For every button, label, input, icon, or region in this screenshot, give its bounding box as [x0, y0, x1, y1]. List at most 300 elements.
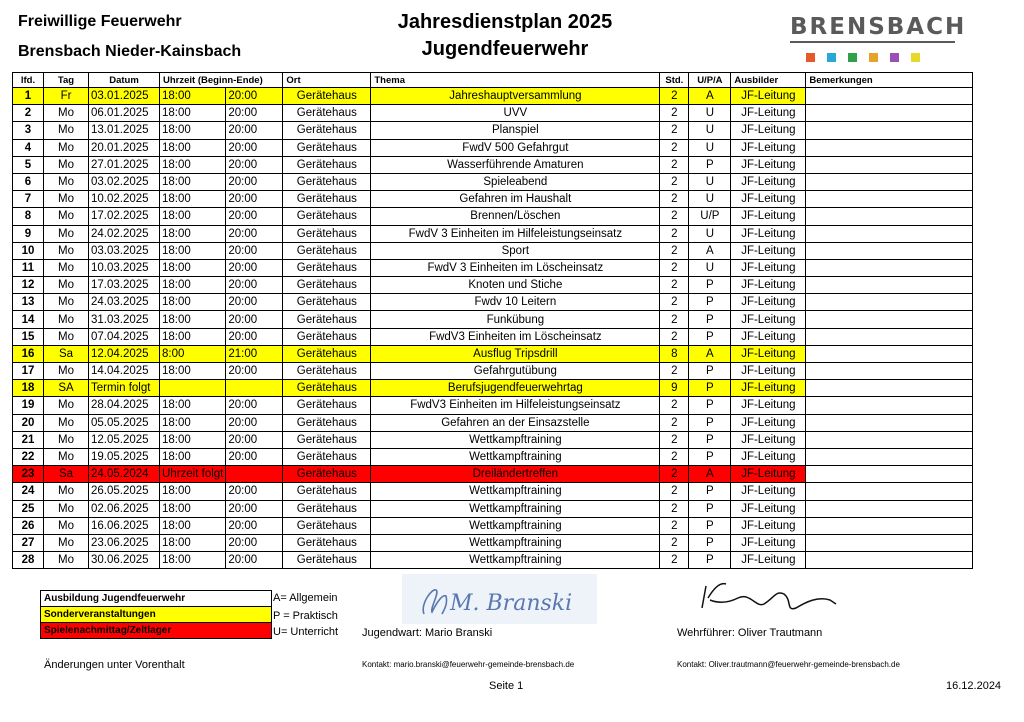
table-row [13, 397, 973, 414]
row-end-time: 20:00 [226, 517, 283, 534]
row-number: 26 [13, 517, 44, 534]
row-instructor: JF-Leitung [731, 500, 806, 517]
row-date: 03.01.2025 [89, 88, 160, 105]
row-instructor: JF-Leitung [731, 156, 806, 173]
row-location: Gerätehaus [283, 328, 371, 345]
row-instructor: JF-Leitung [731, 277, 806, 294]
row-start-time [160, 380, 226, 397]
table-row [13, 208, 973, 225]
row-remarks [806, 225, 973, 242]
row-end-time: 20:00 [226, 225, 283, 242]
row-start-time: 18:00 [160, 277, 226, 294]
logo-text: BRENSBACH [790, 14, 967, 40]
row-type: P [689, 552, 731, 569]
row-remarks [806, 517, 973, 534]
row-number: 11 [13, 259, 44, 276]
row-hours: 2 [660, 277, 689, 294]
org-name-line2: Brensbach Nieder-Kainsbach [18, 43, 242, 60]
doc-title: Jahresdienstplan 2025 [397, 11, 613, 33]
table-row [13, 552, 973, 569]
table-row [13, 500, 973, 517]
table-row [13, 294, 973, 311]
row-end-time: 20:00 [226, 88, 283, 105]
brensbach-logo [790, 14, 967, 67]
row-type: U [689, 139, 731, 156]
row-location: Gerätehaus [283, 225, 371, 242]
row-end-time: 20:00 [226, 431, 283, 448]
row-start-time: 18:00 [160, 122, 226, 139]
row-start-time: 18:00 [160, 414, 226, 431]
legend-code-p: P = Praktisch [273, 610, 338, 622]
row-number: 7 [13, 191, 44, 208]
row-date: 05.05.2025 [89, 414, 160, 431]
signature-image-trautmann [690, 578, 890, 618]
row-start-time: 18:00 [160, 139, 226, 156]
row-topic: Sport [371, 242, 660, 259]
table-row [13, 259, 973, 276]
row-number: 22 [13, 448, 44, 465]
row-date: 30.06.2025 [89, 552, 160, 569]
row-hours: 2 [660, 414, 689, 431]
row-number: 28 [13, 552, 44, 569]
row-topic: Gefahren an der Einsazstelle [371, 414, 660, 431]
row-instructor: JF-Leitung [731, 294, 806, 311]
row-instructor: JF-Leitung [731, 208, 806, 225]
row-remarks [806, 277, 973, 294]
row-date: 06.01.2025 [89, 105, 160, 122]
row-number: 15 [13, 328, 44, 345]
row-hours: 2 [660, 156, 689, 173]
row-hours: 2 [660, 328, 689, 345]
row-day: Mo [44, 105, 89, 122]
table-row [13, 534, 973, 551]
row-number: 23 [13, 466, 44, 483]
row-date: 16.06.2025 [89, 517, 160, 534]
row-start-time: 18:00 [160, 500, 226, 517]
row-end-time: 21:00 [226, 345, 283, 362]
row-hours: 9 [660, 380, 689, 397]
row-date: 12.05.2025 [89, 431, 160, 448]
row-day: Mo [44, 448, 89, 465]
row-day: Mo [44, 483, 89, 500]
row-number: 13 [13, 294, 44, 311]
row-end-time: 20:00 [226, 363, 283, 380]
row-remarks [806, 311, 973, 328]
row-instructor: JF-Leitung [731, 414, 806, 431]
row-date: 10.03.2025 [89, 259, 160, 276]
row-topic: FwdV3 Einheiten im Löscheinsatz [371, 328, 660, 345]
row-remarks [806, 105, 973, 122]
row-type: P [689, 380, 731, 397]
row-topic: Brennen/Löschen [371, 208, 660, 225]
row-type: P [689, 328, 731, 345]
table-row [13, 345, 973, 362]
disclaimer-note: Änderungen unter Vorenthalt [44, 659, 185, 671]
table-row [13, 225, 973, 242]
row-start-time: 18:00 [160, 173, 226, 190]
row-date: 13.01.2025 [89, 122, 160, 139]
row-location: Gerätehaus [283, 466, 371, 483]
row-hours: 2 [660, 191, 689, 208]
row-day: Mo [44, 294, 89, 311]
row-hours: 2 [660, 517, 689, 534]
row-day: Mo [44, 242, 89, 259]
row-remarks [806, 191, 973, 208]
row-remarks [806, 414, 973, 431]
row-number: 12 [13, 277, 44, 294]
row-day: Mo [44, 173, 89, 190]
row-hours: 2 [660, 225, 689, 242]
row-remarks [806, 483, 973, 500]
row-number: 1 [13, 88, 44, 105]
row-number: 4 [13, 139, 44, 156]
row-remarks [806, 242, 973, 259]
row-end-time: 20:00 [226, 294, 283, 311]
row-hours: 2 [660, 88, 689, 105]
row-remarks [806, 448, 973, 465]
contact-branski: Kontakt: mario.branski@feuerwehr-gemeinde-brensbach.de [362, 660, 575, 669]
row-start-time: 18:00 [160, 88, 226, 105]
table-row [13, 517, 973, 534]
row-remarks [806, 431, 973, 448]
row-start-time: 18:00 [160, 105, 226, 122]
row-location: Gerätehaus [283, 208, 371, 225]
row-end-time [226, 380, 283, 397]
row-type: U [689, 105, 731, 122]
row-topic: Wettkampftraining [371, 431, 660, 448]
row-hours: 2 [660, 552, 689, 569]
row-day: Mo [44, 277, 89, 294]
row-start-time: 18:00 [160, 208, 226, 225]
row-day: Mo [44, 259, 89, 276]
row-location: Gerätehaus [283, 88, 371, 105]
row-start-time: 18:00 [160, 156, 226, 173]
row-location: Gerätehaus [283, 414, 371, 431]
col-header-datum: Datum [89, 73, 160, 88]
table-row [13, 431, 973, 448]
row-type: P [689, 448, 731, 465]
row-start-time: 18:00 [160, 259, 226, 276]
table-row [13, 311, 973, 328]
row-remarks [806, 139, 973, 156]
row-day: Mo [44, 552, 89, 569]
row-type: P [689, 311, 731, 328]
jugendwart-label: Jugendwart: Mario Branski [362, 627, 493, 639]
row-hours: 2 [660, 208, 689, 225]
row-location: Gerätehaus [283, 139, 371, 156]
row-start-time: 18:00 [160, 191, 226, 208]
row-day: Mo [44, 139, 89, 156]
row-end-time: 20:00 [226, 534, 283, 551]
row-number: 17 [13, 363, 44, 380]
row-location: Gerätehaus [283, 311, 371, 328]
row-date: 03.03.2025 [89, 242, 160, 259]
row-hours: 8 [660, 345, 689, 362]
row-hours: 2 [660, 242, 689, 259]
row-date: 24.03.2025 [89, 294, 160, 311]
row-location: Gerätehaus [283, 363, 371, 380]
row-remarks [806, 466, 973, 483]
row-end-time: 20:00 [226, 173, 283, 190]
col-header-tag: Tag [44, 73, 89, 88]
row-location: Gerätehaus [283, 277, 371, 294]
row-number: 9 [13, 225, 44, 242]
row-location: Gerätehaus [283, 552, 371, 569]
row-start-time: 18:00 [160, 517, 226, 534]
row-hours: 2 [660, 294, 689, 311]
row-instructor: JF-Leitung [731, 552, 806, 569]
row-hours: 2 [660, 122, 689, 139]
row-day: Mo [44, 534, 89, 551]
row-day: Mo [44, 225, 89, 242]
row-date: 17.02.2025 [89, 208, 160, 225]
row-start-time: 18:00 [160, 397, 226, 414]
row-topic: Knoten und Stiche [371, 277, 660, 294]
row-day: Mo [44, 414, 89, 431]
row-day: Mo [44, 431, 89, 448]
col-header-uhrzeit: Uhrzeit (Beginn-Ende) [160, 73, 283, 88]
table-row [13, 363, 973, 380]
row-instructor: JF-Leitung [731, 242, 806, 259]
row-type: A [689, 242, 731, 259]
row-number: 21 [13, 431, 44, 448]
row-type: P [689, 397, 731, 414]
row-start-time: 18:00 [160, 242, 226, 259]
row-topic: Berufsjugendfeuerwehrtag [371, 380, 660, 397]
row-remarks [806, 173, 973, 190]
row-number: 25 [13, 500, 44, 517]
legend-item-spielenachmittag: Spielenachmittag/Zeltlager [41, 623, 272, 639]
row-instructor: JF-Leitung [731, 191, 806, 208]
row-end-time: 20:00 [226, 208, 283, 225]
row-hours: 2 [660, 139, 689, 156]
row-topic: Spieleabend [371, 173, 660, 190]
row-type: U [689, 173, 731, 190]
row-date: 31.03.2025 [89, 311, 160, 328]
row-number: 5 [13, 156, 44, 173]
row-day: SA [44, 380, 89, 397]
row-type: P [689, 277, 731, 294]
row-start-time: 18:00 [160, 552, 226, 569]
legend-item-sonderveranstaltungen: Sonderveranstaltungen [41, 607, 272, 623]
row-instructor: JF-Leitung [731, 328, 806, 345]
row-end-time: 20:00 [226, 328, 283, 345]
row-end-time: 20:00 [226, 277, 283, 294]
row-remarks [806, 397, 973, 414]
row-date: 24.02.2025 [89, 225, 160, 242]
row-topic: Wettkampftraining [371, 517, 660, 534]
row-end-time: 20:00 [226, 483, 283, 500]
row-hours: 2 [660, 397, 689, 414]
row-date: 20.01.2025 [89, 139, 160, 156]
table-row [13, 483, 973, 500]
logo-squares [806, 49, 960, 67]
schedule-table [12, 72, 973, 569]
table-row [13, 105, 973, 122]
row-end-time: 20:00 [226, 242, 283, 259]
row-type: A [689, 466, 731, 483]
row-number: 19 [13, 397, 44, 414]
wehrfuehrer-label: Wehrführer: Oliver Trautmann [677, 627, 823, 639]
row-day: Fr [44, 88, 89, 105]
row-location: Gerätehaus [283, 500, 371, 517]
row-type: P [689, 500, 731, 517]
row-end-time: 20:00 [226, 414, 283, 431]
row-date: 14.04.2025 [89, 363, 160, 380]
logo-underline [790, 41, 955, 43]
row-topic: Jahreshauptversammlung [371, 88, 660, 105]
row-location: Gerätehaus [283, 448, 371, 465]
row-location: Gerätehaus [283, 122, 371, 139]
legend-code-u: U= Unterricht [273, 626, 339, 638]
table-row [13, 466, 973, 483]
row-number: 18 [13, 380, 44, 397]
row-location: Gerätehaus [283, 259, 371, 276]
row-topic: Fwdv 10 Leitern [371, 294, 660, 311]
row-remarks [806, 380, 973, 397]
document-date: 16.12.2024 [946, 680, 1002, 692]
row-start-time: 18:00 [160, 483, 226, 500]
col-header-upa: U/P/A [689, 73, 731, 88]
row-type: P [689, 534, 731, 551]
row-date: 28.04.2025 [89, 397, 160, 414]
row-number: 6 [13, 173, 44, 190]
row-topic: Dreiländertreffen [371, 466, 660, 483]
page-number: Seite 1 [489, 680, 524, 692]
row-topic: UVV [371, 105, 660, 122]
row-remarks [806, 363, 973, 380]
row-remarks [806, 208, 973, 225]
row-topic: Gefahrgutübung [371, 363, 660, 380]
table-row [13, 328, 973, 345]
row-hours: 2 [660, 483, 689, 500]
row-location: Gerätehaus [283, 517, 371, 534]
row-remarks [806, 259, 973, 276]
row-start-time: 18:00 [160, 311, 226, 328]
col-header-std: Std. [660, 73, 689, 88]
row-end-time [226, 466, 283, 483]
row-end-time: 20:00 [226, 552, 283, 569]
row-end-time: 20:00 [226, 139, 283, 156]
row-hours: 2 [660, 105, 689, 122]
row-topic: FwdV 500 Gefahrgut [371, 139, 660, 156]
row-topic: FwdV3 Einheiten im Hilfeleistungseinsatz [371, 397, 660, 414]
col-header-lfd: lfd. [13, 73, 44, 88]
row-topic: Wettkampftraining [371, 500, 660, 517]
row-end-time: 20:00 [226, 500, 283, 517]
row-remarks [806, 156, 973, 173]
col-header-ausbilder: Ausbilder [731, 73, 806, 88]
row-start-time: 8:00 [160, 345, 226, 362]
table-row [13, 156, 973, 173]
legend-code-a: A= Allgemein [273, 592, 338, 604]
row-topic: Gefahren im Haushalt [371, 191, 660, 208]
row-instructor: JF-Leitung [731, 534, 806, 551]
row-topic: Wettkampftraining [371, 534, 660, 551]
row-remarks [806, 122, 973, 139]
row-day: Mo [44, 208, 89, 225]
row-location: Gerätehaus [283, 294, 371, 311]
row-date: 12.04.2025 [89, 345, 160, 362]
row-instructor: JF-Leitung [731, 139, 806, 156]
contact-trautmann: Kontakt: Oliver.trautmann@feuerwehr-gemeinde-brensbach.de [677, 660, 900, 669]
row-instructor: JF-Leitung [731, 363, 806, 380]
row-date: 24.05.2024 [89, 466, 160, 483]
row-hours: 2 [660, 500, 689, 517]
row-start-time: 18:00 [160, 448, 226, 465]
row-number: 10 [13, 242, 44, 259]
row-instructor: JF-Leitung [731, 122, 806, 139]
row-type: U [689, 122, 731, 139]
row-hours: 2 [660, 448, 689, 465]
row-day: Mo [44, 122, 89, 139]
row-instructor: JF-Leitung [731, 173, 806, 190]
row-topic: Ausflug Tripsdrill [371, 345, 660, 362]
doc-subtitle: Jugendfeuerwehr [421, 38, 589, 60]
row-location: Gerätehaus [283, 156, 371, 173]
signature-trautmann-icon [690, 578, 890, 618]
row-topic: Planspiel [371, 122, 660, 139]
row-day: Mo [44, 500, 89, 517]
row-location: Gerätehaus [283, 397, 371, 414]
table-row [13, 414, 973, 431]
row-date: 10.02.2025 [89, 191, 160, 208]
row-day: Mo [44, 363, 89, 380]
row-date: 23.06.2025 [89, 534, 160, 551]
row-location: Gerätehaus [283, 345, 371, 362]
row-hours: 2 [660, 431, 689, 448]
row-remarks [806, 88, 973, 105]
row-date: 27.01.2025 [89, 156, 160, 173]
row-hours: 2 [660, 173, 689, 190]
row-instructor: JF-Leitung [731, 517, 806, 534]
row-topic: FwdV 3 Einheiten im Löscheinsatz [371, 259, 660, 276]
row-instructor: JF-Leitung [731, 225, 806, 242]
row-location: Gerätehaus [283, 431, 371, 448]
row-topic: Wasserführende Amaturen [371, 156, 660, 173]
row-location: Gerätehaus [283, 380, 371, 397]
row-number: 27 [13, 534, 44, 551]
row-day: Sa [44, 345, 89, 362]
row-remarks [806, 294, 973, 311]
row-location: Gerätehaus [283, 173, 371, 190]
row-hours: 2 [660, 311, 689, 328]
row-location: Gerätehaus [283, 105, 371, 122]
row-type: U [689, 225, 731, 242]
row-type: P [689, 483, 731, 500]
col-header-bemerkungen: Bemerkungen [806, 73, 973, 88]
row-day: Sa [44, 466, 89, 483]
row-start-time: 18:00 [160, 363, 226, 380]
row-number: 2 [13, 105, 44, 122]
row-date: 17.03.2025 [89, 277, 160, 294]
signature-branski-text: M. Branski [450, 591, 573, 616]
table-row [13, 380, 973, 397]
row-instructor: JF-Leitung [731, 483, 806, 500]
row-hours: 2 [660, 466, 689, 483]
row-type: U [689, 259, 731, 276]
row-hours: 2 [660, 259, 689, 276]
row-start-time: 18:00 [160, 431, 226, 448]
row-date: 26.05.2025 [89, 483, 160, 500]
row-topic: FwdV 3 Einheiten im Hilfeleistungseinsatz [371, 225, 660, 242]
row-number: 14 [13, 311, 44, 328]
row-date: 03.02.2025 [89, 173, 160, 190]
row-type: P [689, 517, 731, 534]
row-number: 16 [13, 345, 44, 362]
row-type: P [689, 294, 731, 311]
row-instructor: JF-Leitung [731, 431, 806, 448]
